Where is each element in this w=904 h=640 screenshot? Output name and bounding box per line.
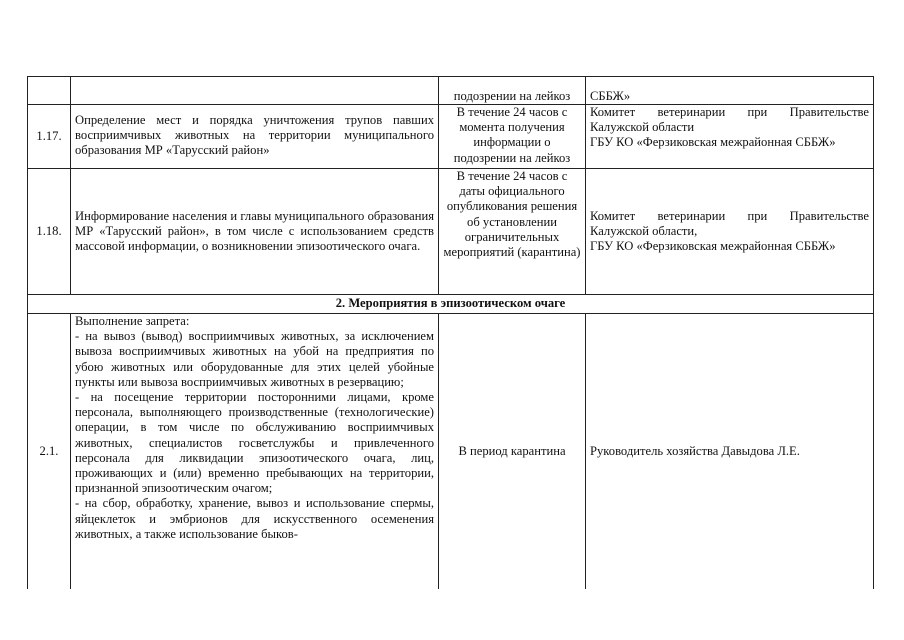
- responsible-line: Комитет ветеринарии при Правительстве Калужской области,: [590, 208, 869, 238]
- row-description: Информирование населения и главы муниципального образования МР «Тарусский район», в том числе с использованием средств массовой информации, о возникновении эпизоотического очага.: [71, 169, 439, 295]
- row-description: [71, 77, 439, 105]
- row-responsible: СББЖ»: [586, 77, 874, 105]
- row-responsible: [586, 169, 874, 295]
- table-row: [28, 77, 874, 105]
- description-intro: Выполнение запрета:: [75, 314, 190, 328]
- row-term: В течение 24 часов с даты официального опубликования решения об установлении ограничительных мероприятий (карантина): [439, 169, 586, 295]
- description-item: - на вывоз (вывод) восприимчивых животных, за исключением вывоза восприимчивых животных на убой на предприятия по убою животных или оборудованные для этих целей убойные пункты или вывоза восприимчивых животных в резервацию;: [75, 329, 434, 389]
- row-number: 1.17.: [28, 105, 71, 169]
- row-description: [71, 314, 439, 589]
- table-row: [28, 105, 874, 169]
- row-term: В течение 24 часов с момента получения информации о подозрении на лейкоз: [439, 105, 586, 169]
- responsible-line: ГБУ КО «Ферзиковская межрайонная СББЖ»: [590, 239, 836, 254]
- row-responsible: Руководитель хозяйства Давыдова Л.Е.: [586, 314, 874, 589]
- section-title: 2. Мероприятия в эпизоотическом очаге: [28, 295, 874, 314]
- row-term: подозрении на лейкоз: [439, 77, 586, 105]
- description-item: - на сбор, обработку, хранение, вывоз и использование спермы, яйцеклеток и эмбрионов для искусственного осеменения животных, а также использование быков-: [75, 496, 434, 541]
- description-item: - на посещение территории посторонними лицами, кроме персонала, выполняющего производственные (технологические) операции, в том числе по обслуживанию восприимчивых животных, специалистов госветслужбы и привлеченного персонала для ликвидации эпизоотического очага, лиц, проживающих и (или) временно пребывающих на территории, признанной эпизоотическим очагом;: [75, 390, 434, 496]
- responsible-line: ГБУ КО «Ферзиковская межрайонная СББЖ»: [590, 135, 836, 150]
- measures-table: [27, 76, 874, 589]
- table-row: [28, 314, 874, 589]
- section-row: [28, 295, 874, 314]
- responsible-line: Комитет ветеринарии при Правительстве Калужской области: [590, 105, 869, 135]
- row-number: 1.18.: [28, 169, 71, 295]
- row-number: [28, 77, 71, 105]
- row-description: Определение мест и порядка уничтожения трупов павших восприимчивых животных на территории муниципального образования МР «Тарусский район»: [71, 105, 439, 169]
- row-term: В период карантина: [439, 314, 586, 589]
- table-row: [28, 169, 874, 295]
- row-number: 2.1.: [28, 314, 71, 589]
- row-responsible: [586, 105, 874, 169]
